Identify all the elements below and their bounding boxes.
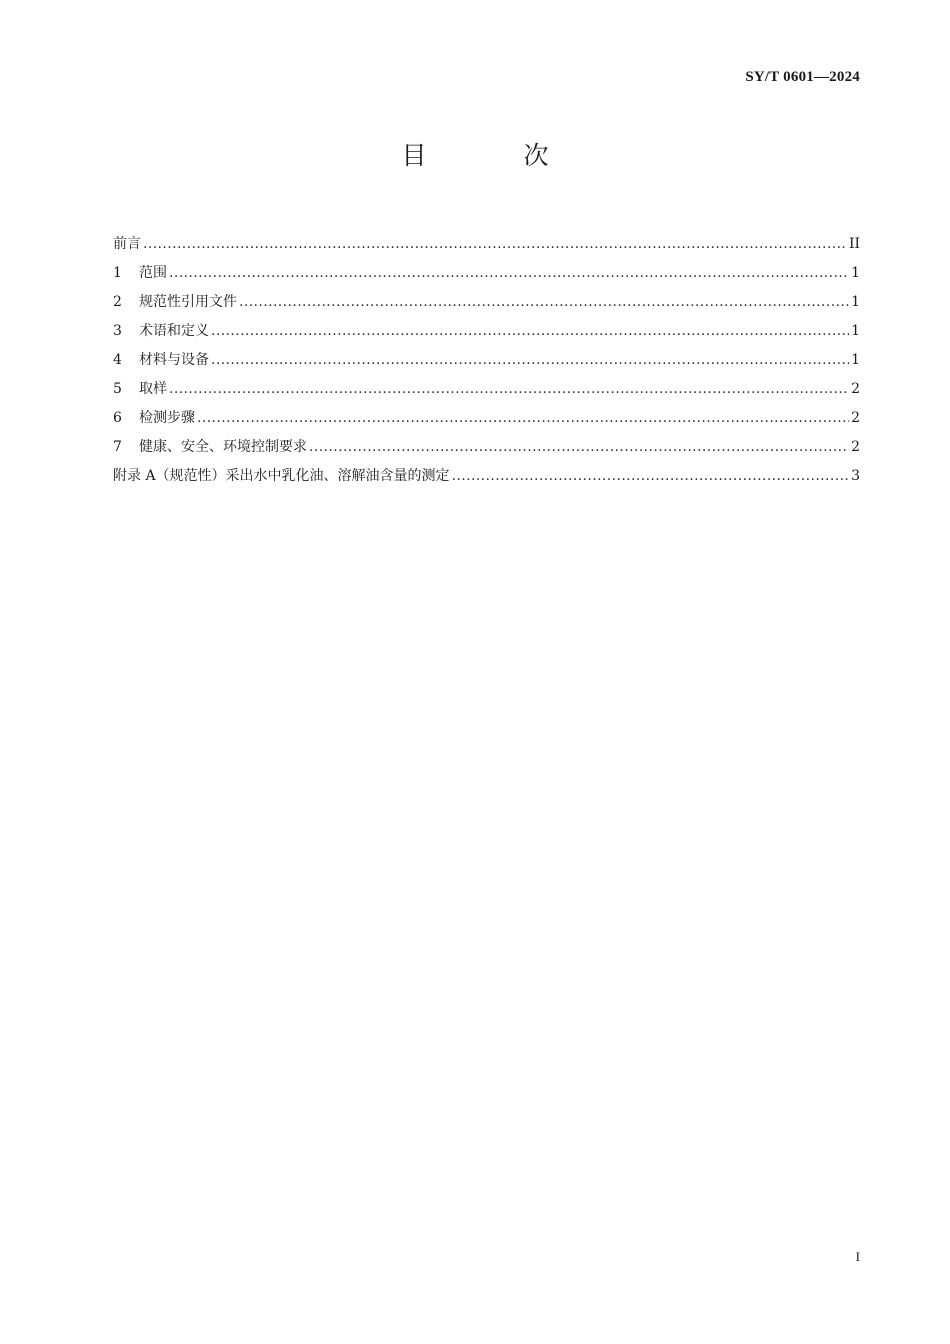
toc-leader-dots: [309, 437, 849, 458]
toc-entry-page: 1: [851, 265, 860, 281]
toc-entry-number: 2: [113, 294, 122, 310]
toc-entry-label: 检测步骤: [139, 410, 195, 426]
toc-entry-normative-references[interactable]: [113, 292, 860, 321]
toc-entry-page: 2: [851, 410, 860, 426]
toc-entry-page: 2: [851, 439, 860, 455]
toc-entry-scope[interactable]: [113, 263, 860, 292]
toc-entry-number: 4: [113, 352, 122, 368]
toc-entry-label: 材料与设备: [139, 352, 209, 368]
toc-leader-dots: [197, 408, 849, 429]
toc-entry-page: 1: [851, 352, 860, 368]
toc-entry-number: 3: [113, 323, 122, 339]
toc-entry-number: 5: [113, 381, 122, 397]
toc-entry-materials-equipment[interactable]: [113, 350, 860, 379]
page-title: 目 次: [401, 141, 585, 170]
toc-entry-appendix-a[interactable]: [113, 466, 860, 495]
toc-entry-page: 3: [851, 468, 860, 484]
toc-leader-dots: [169, 263, 849, 284]
document-id: SY/T 0601—2024: [745, 69, 860, 85]
toc-entry-number: 7: [113, 439, 122, 455]
page-number: I: [855, 1249, 860, 1264]
toc-entry-label: 术语和定义: [139, 323, 209, 339]
toc-entry-sampling[interactable]: [113, 379, 860, 408]
toc-leader-dots: [239, 292, 849, 313]
toc-entry-page: 1: [851, 323, 860, 339]
table-of-contents: [113, 234, 860, 495]
toc-entry-number: 1: [113, 265, 122, 281]
toc-entry-hse-requirements[interactable]: [113, 437, 860, 466]
toc-entry-label: 附录 A（规范性）采出水中乳化油、溶解油含量的测定: [113, 468, 450, 484]
toc-entry-page: II: [848, 236, 860, 252]
toc-entry-test-procedure[interactable]: [113, 408, 860, 437]
toc-entry-label: 范围: [139, 265, 167, 281]
toc-entry-label: 前言: [113, 236, 141, 252]
toc-leader-dots: [143, 234, 847, 255]
toc-leader-dots: [452, 466, 850, 487]
toc-entry-label: 取样: [139, 381, 167, 397]
toc-entry-label: 规范性引用文件: [139, 294, 237, 310]
toc-leader-dots: [169, 379, 849, 400]
toc-entry-terms-definitions[interactable]: [113, 321, 860, 350]
toc-entry-page: 2: [851, 381, 860, 397]
toc-entry-number: 6: [113, 410, 122, 426]
toc-leader-dots: [211, 321, 849, 342]
toc-entry-page: 1: [851, 294, 860, 310]
toc-entry-foreword[interactable]: [113, 234, 860, 263]
toc-leader-dots: [211, 350, 849, 371]
toc-entry-label: 健康、安全、环境控制要求: [139, 439, 307, 455]
